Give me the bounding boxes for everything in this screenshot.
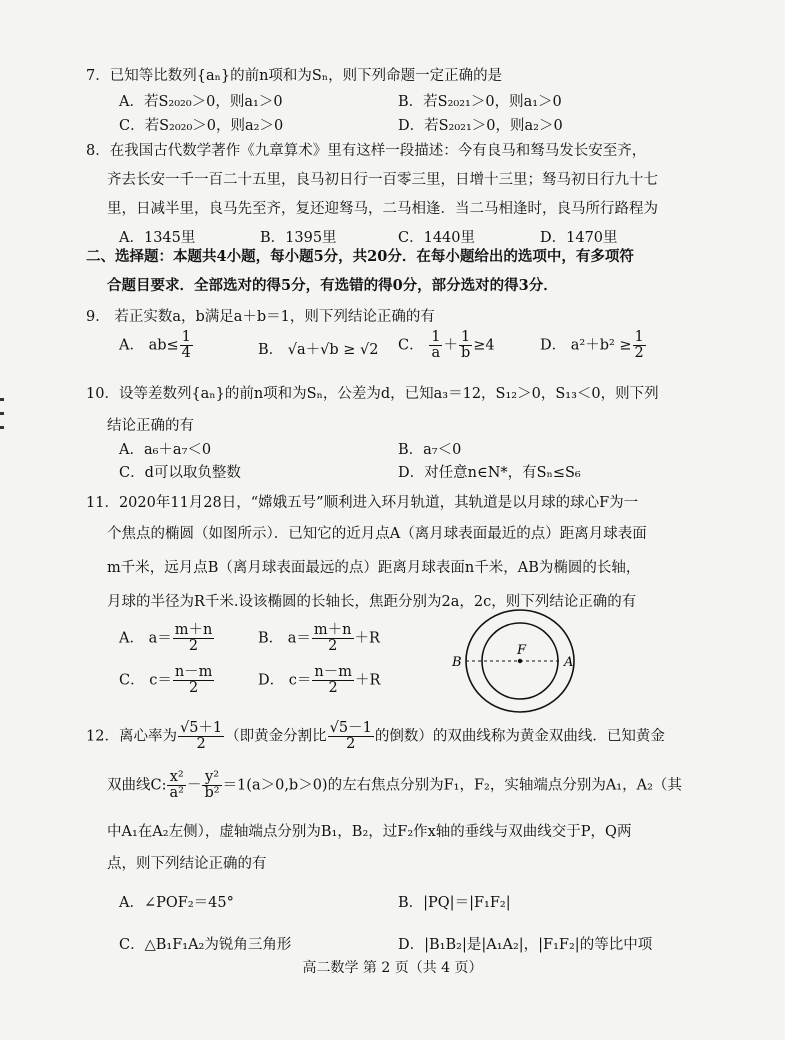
q8-option-d: D．1470里: [540, 230, 618, 246]
q11-option-c: [119, 665, 215, 696]
orbit-figure: [450, 600, 610, 720]
q11-line-2: 个焦点的椭圆（如图所示）．已知它的近月点A（离月球表面最近的点）距离月球表面: [107, 526, 647, 542]
q12-line-2-end: ＝1(a＞0,b＞0)的左右焦点分别为F₁，F₂，实轴端点分别为A₁，A₂（其: [222, 777, 682, 794]
q11-option-a-fraction: [173, 623, 215, 654]
q10-option-b: B．a₇＜0: [398, 442, 462, 458]
q12-line-1: [86, 721, 665, 752]
q7-option-a: A．若S₂₀₂₀＞0，则a₁＞0: [119, 94, 283, 110]
fraction-numerator: m＋n: [174, 622, 213, 638]
q7-option-b: B．若S₂₀₂₁＞0，则a₁＞0: [398, 94, 562, 110]
q9-option-c-fraction-2: [459, 330, 472, 361]
q10-option-c: C．d可以取负整数: [119, 465, 241, 481]
fraction-numerator: √5＋1: [179, 720, 223, 736]
scan-mark: [0, 398, 4, 401]
q11-line-1: 11．2020年11月28日，“嫦娥五号”顺利进入环月轨道，其轨道是以月球的球心F为一: [86, 495, 639, 511]
q8-line-2: 齐去长安一千一百二十五里，良马初日行一百零三里，日增十三里；驽马初日行九十七: [107, 172, 658, 188]
q11-option-b-fraction: [312, 623, 354, 654]
q8-option-b: B．1395里: [260, 230, 337, 246]
q11-option-b: [258, 623, 380, 654]
q9-option-a: [119, 330, 194, 361]
fraction-denominator: 4: [181, 345, 191, 362]
q12-option-c: C．△B₁F₁A₂为锐角三角形: [119, 937, 292, 953]
minus-sign: －: [186, 777, 202, 794]
q11-option-d: [258, 665, 380, 696]
scan-mark: [0, 412, 4, 415]
q12-line-1-middle: （即黄金分割比: [225, 728, 327, 745]
focus-point: [518, 659, 522, 663]
q12-option-d: D．|B₁B₂|是|A₁A₂|，|F₁F₂|的等比中项: [398, 937, 653, 953]
q9-option-d-fraction: [633, 330, 646, 361]
q12-option-a: A．∠POF₂＝45°: [119, 895, 234, 911]
q7-stem: 7．已知等比数列{aₙ}的前n项和为Sₙ，则下列命题一定正确的是: [86, 68, 503, 84]
q9-stem: 9． 若正实数a，b满足a＋b＝1，则下列结论正确的有: [86, 309, 435, 325]
fraction-numerator: y²: [202, 770, 221, 786]
q12-line-1-end: 的倒数）的双曲线称为黄金双曲线．已知黄金: [374, 728, 665, 745]
q12-line-3: 中A₁在A₂左侧），虚轴端点分别为B₁，B₂，过F₂作x轴的垂线与双曲线交于P，Q两: [107, 824, 632, 840]
fraction-denominator: a: [431, 345, 441, 362]
q10-option-d: D．对任意n∈N*，有Sₙ≤S₆: [398, 465, 581, 481]
q10-option-a: A．a₆＋a₇＜0: [119, 442, 212, 458]
q7-option-c: C．若S₂₀₂₀＞0，则a₂＞0: [119, 118, 284, 134]
fraction-denominator: b: [460, 345, 471, 362]
label-b: B: [452, 655, 462, 670]
q11-option-c-fraction: [173, 665, 215, 696]
fraction-numerator: √5－1: [329, 720, 372, 736]
q8-line-1: 8．在我国古代数学著作《九章算术》里有这样一段描述：今有良马和驽马发长安至齐，: [86, 143, 647, 159]
q12-line-1-start: 12．离心率为: [86, 728, 177, 745]
q12-x-fraction: [167, 770, 185, 801]
q10-line-1: 10．设等差数列{aₙ}的前n项和为Sₙ，公差为d，已知a₃＝12，S₁₂＞0，S₁₃＜0，则下列: [86, 386, 659, 402]
fraction-denominator: 2: [634, 345, 644, 362]
fraction-denominator: 2: [189, 680, 199, 697]
q11-line-3: m千米，远月点B（离月球表面最远的点）距离月球表面n千米，AB为椭圆的长轴，: [107, 560, 641, 576]
q9-option-c-tail: ≥4: [473, 337, 495, 354]
q12-golden-section-fraction: [328, 721, 374, 752]
q11-option-c-text: C． c＝: [119, 672, 172, 689]
q9-option-a-text: A． ab≤: [119, 337, 179, 354]
q12-golden-ratio-fraction: [178, 721, 224, 752]
fraction-numerator: n－m: [174, 664, 213, 680]
q12-y-fraction: [202, 770, 221, 801]
fraction-denominator: 2: [196, 736, 206, 753]
q9-option-c-fraction-1: [429, 330, 442, 361]
q8-option-a: A．1345里: [119, 230, 196, 246]
q11-option-d-tail: ＋R: [354, 672, 381, 689]
fraction-numerator: 1: [431, 329, 441, 345]
q9-option-c-label: C．: [398, 337, 424, 354]
label-f: F: [517, 643, 527, 658]
fraction-denominator: 2: [188, 638, 199, 655]
fraction-numerator: 1: [634, 329, 644, 345]
fraction-denominator: 2: [328, 680, 338, 697]
fraction-denominator: b²: [204, 785, 220, 802]
q8-line-3: 里，日减半里，良马先至齐，复还迎驽马，二马相逢．当二马相逢时，良马所行路程为: [107, 201, 658, 217]
q7-option-d: D．若S₂₀₂₁＞0，则a₂＞0: [398, 118, 563, 134]
fraction-denominator: a²: [169, 785, 184, 802]
q12-line-2-start: 双曲线C:: [107, 777, 167, 794]
q12-line-2: [107, 770, 682, 801]
q11-option-d-text: D． c＝: [258, 672, 312, 689]
q11-option-b-text: B． a＝: [258, 630, 311, 647]
fraction-numerator: 1: [459, 330, 472, 346]
fraction-denominator: 2: [346, 736, 356, 753]
q9-option-a-fraction: [180, 330, 193, 361]
q9-option-b: B． √a＋√b ≥ √2: [258, 342, 379, 358]
q11-option-b-tail: ＋R: [354, 630, 380, 647]
q8-option-c: C．1440里: [398, 230, 475, 246]
fraction-numerator: x²: [167, 770, 185, 786]
fraction-numerator: m＋n: [313, 622, 352, 638]
plus-sign: ＋: [443, 337, 458, 354]
q11-line-4: 月球的半径为R千米.设该椭圆的长轴长，焦距分别为2a，2c，则下列结论正确的有: [107, 594, 637, 610]
section-2-heading-line-2: 合题目要求．全部选对的得5分，有选错的得0分，部分选对的得3分．: [107, 277, 558, 294]
fraction-numerator: 1: [181, 329, 191, 345]
q12-option-b: B．|PQ|＝|F₁F₂|: [398, 895, 511, 911]
q11-option-a-text: A． a＝: [119, 630, 172, 647]
scan-mark: [0, 426, 4, 429]
section-2-heading-line-1: 二、选择题：本题共4小题，每小题5分，共20分．在每小题给出的选项中，有多项符: [86, 248, 634, 265]
q11-option-a: [119, 623, 215, 654]
q9-option-c: [398, 330, 495, 361]
q10-line-2: 结论正确的有: [107, 418, 194, 434]
fraction-numerator: n－m: [314, 664, 352, 680]
q9-option-d: [540, 330, 647, 361]
fraction-denominator: 2: [328, 638, 338, 655]
q9-option-d-text: D． a²＋b² ≥: [540, 337, 632, 354]
q12-line-4: 点，则下列结论正确的有: [107, 856, 267, 872]
q11-option-d-fraction: [312, 665, 354, 696]
label-a: A: [564, 655, 574, 670]
page-footer: 高二数学 第 2 页（共 4 页）: [302, 960, 483, 976]
